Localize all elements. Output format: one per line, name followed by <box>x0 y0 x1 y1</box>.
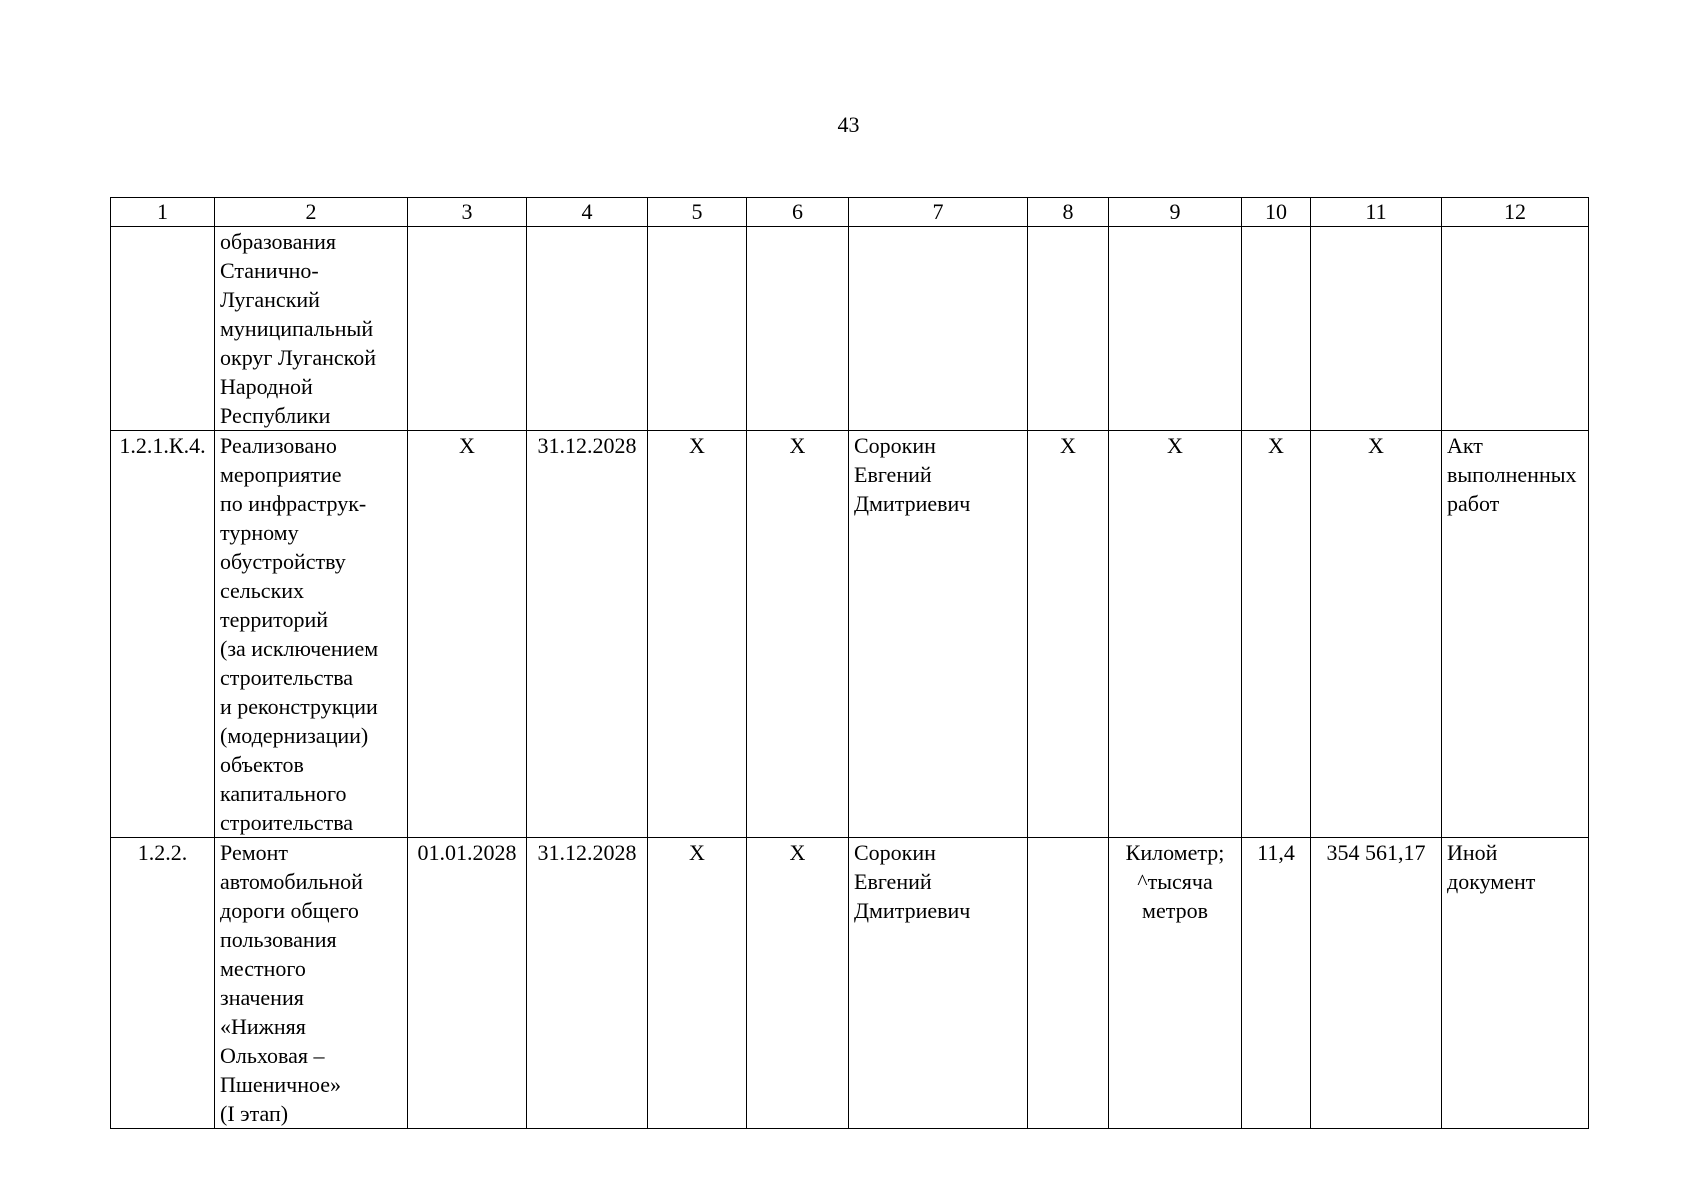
column-header-11: 11 <box>1311 198 1442 227</box>
column-header-8: 8 <box>1028 198 1109 227</box>
cell-amount <box>1311 227 1442 431</box>
cell-col-6: X <box>747 838 849 1129</box>
cell-start-date <box>408 227 527 431</box>
cell-description: Ремонт автомобильной дороги общего пользования местного значения «Нижняя Ольховая – Пшеничное» (I этап) <box>215 838 408 1129</box>
cell-value: 11,4 <box>1242 838 1311 1129</box>
cell-description: образования Станично- Луганский муниципальный округ Луганской Народной Республики <box>215 227 408 431</box>
column-header-5: 5 <box>648 198 747 227</box>
cell-responsible: Сорокин Евгений Дмитриевич <box>849 431 1028 838</box>
cell-start-date: 01.01.2028 <box>408 838 527 1129</box>
column-header-1: 1 <box>111 198 215 227</box>
column-header-10: 10 <box>1242 198 1311 227</box>
table-row <box>111 227 1589 431</box>
cell-col-8: X <box>1028 431 1109 838</box>
cell-col-8 <box>1028 227 1109 431</box>
cell-start-date: X <box>408 431 527 838</box>
cell-number <box>111 227 215 431</box>
column-header-12: 12 <box>1442 198 1589 227</box>
column-header-2: 2 <box>215 198 408 227</box>
cell-number: 1.2.1.К.4. <box>111 431 215 838</box>
cell-responsible: Сорокин Евгений Дмитриевич <box>849 838 1028 1129</box>
cell-responsible <box>849 227 1028 431</box>
cell-col-6: X <box>747 431 849 838</box>
table-header-row <box>111 198 1589 227</box>
column-header-7: 7 <box>849 198 1028 227</box>
column-header-9: 9 <box>1109 198 1242 227</box>
cell-document: Иной документ <box>1442 838 1589 1129</box>
cell-value <box>1242 227 1311 431</box>
cell-amount: X <box>1311 431 1442 838</box>
table-row <box>111 431 1589 838</box>
table-row <box>111 838 1589 1129</box>
cell-document: Акт выполненных работ <box>1442 431 1589 838</box>
cell-description: Реализовано мероприятие по инфраструк- турному обустройству сельских территорий (за исключением строительства и реконструкции (модернизации) объектов капитального строительства <box>215 431 408 838</box>
cell-end-date <box>527 227 648 431</box>
page-number: 43 <box>837 112 860 137</box>
cell-col-8 <box>1028 838 1109 1129</box>
cell-unit: X <box>1109 431 1242 838</box>
column-header-6: 6 <box>747 198 849 227</box>
cell-document <box>1442 227 1589 431</box>
cell-col-5: X <box>648 838 747 1129</box>
cell-number: 1.2.2. <box>111 838 215 1129</box>
column-header-4: 4 <box>527 198 648 227</box>
cell-col-5 <box>648 227 747 431</box>
cell-value: X <box>1242 431 1311 838</box>
cell-end-date: 31.12.2028 <box>527 431 648 838</box>
cell-col-6 <box>747 227 849 431</box>
plan-table <box>110 197 1589 1129</box>
cell-unit: Километр; ^тысяча метров <box>1109 838 1242 1129</box>
cell-amount: 354 561,17 <box>1311 838 1442 1129</box>
cell-end-date: 31.12.2028 <box>527 838 648 1129</box>
cell-col-5: X <box>648 431 747 838</box>
cell-unit <box>1109 227 1242 431</box>
column-header-3: 3 <box>408 198 527 227</box>
